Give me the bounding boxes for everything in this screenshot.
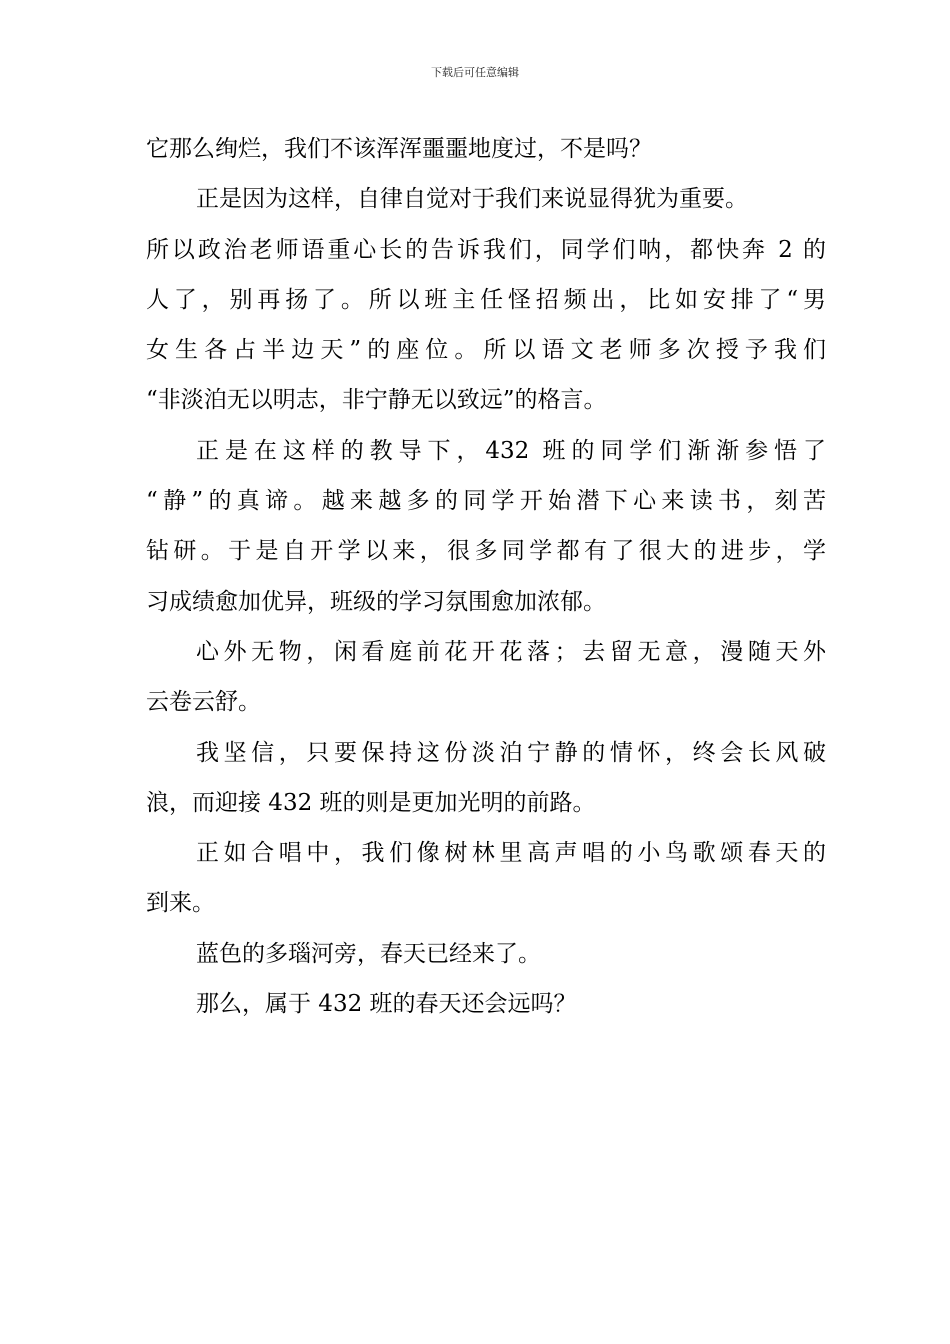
text-line: 心外无物，闲看庭前花开花落；去留无意，漫随天外 — [196, 638, 826, 665]
text-line: 正是因为这样，自律自觉对于我们来说显得犹为重要。 — [196, 186, 748, 213]
text-line: 云卷云舒。 — [146, 689, 261, 716]
text-line: “静”的真谛。越来越多的同学开始潜下心来读书，刻苦 — [146, 488, 826, 515]
text-line: 人了，别再扬了。所以班主任怪招频出，比如安排了“男 — [146, 286, 826, 313]
page-header: 下载后可任意编辑 — [431, 66, 519, 79]
text-line: 正是在这样的教导下，432 班的同学们渐渐参悟了 — [196, 437, 826, 464]
document-body — [146, 124, 826, 1029]
text-line: 蓝色的多瑙河旁，春天已经来了。 — [196, 940, 541, 967]
text-line: 浪，而迎接 432 班的则是更加光明的前路。 — [146, 789, 596, 816]
text-line: 习成绩愈加优异，班级的学习氛围愈加浓郁。 — [146, 588, 606, 615]
text-line: 正如合唱中，我们像树林里高声唱的小鸟歌颂春天的 — [196, 840, 826, 867]
text-line: 它那么绚烂，我们不该浑浑噩噩地度过，不是吗？ — [146, 136, 652, 162]
text-line: 那么，属于 432 班的春天还会远吗？ — [196, 991, 577, 1018]
text-line: “非淡泊无以明志，非宁静无以致远”的格言。 — [146, 387, 607, 414]
text-line: 到来。 — [146, 890, 215, 917]
text-line: 我坚信，只要保持这份淡泊宁静的情怀，终会长风破 — [196, 739, 826, 766]
text-line: 钻研。于是自开学以来，很多同学都有了很大的进步，学 — [146, 538, 826, 565]
text-line: 所以政治老师语重心长的告诉我们，同学们呐，都快奔 2 的 — [146, 236, 826, 263]
text-line: 女生各占半边天”的座位。所以语文老师多次授予我们 — [146, 337, 826, 364]
